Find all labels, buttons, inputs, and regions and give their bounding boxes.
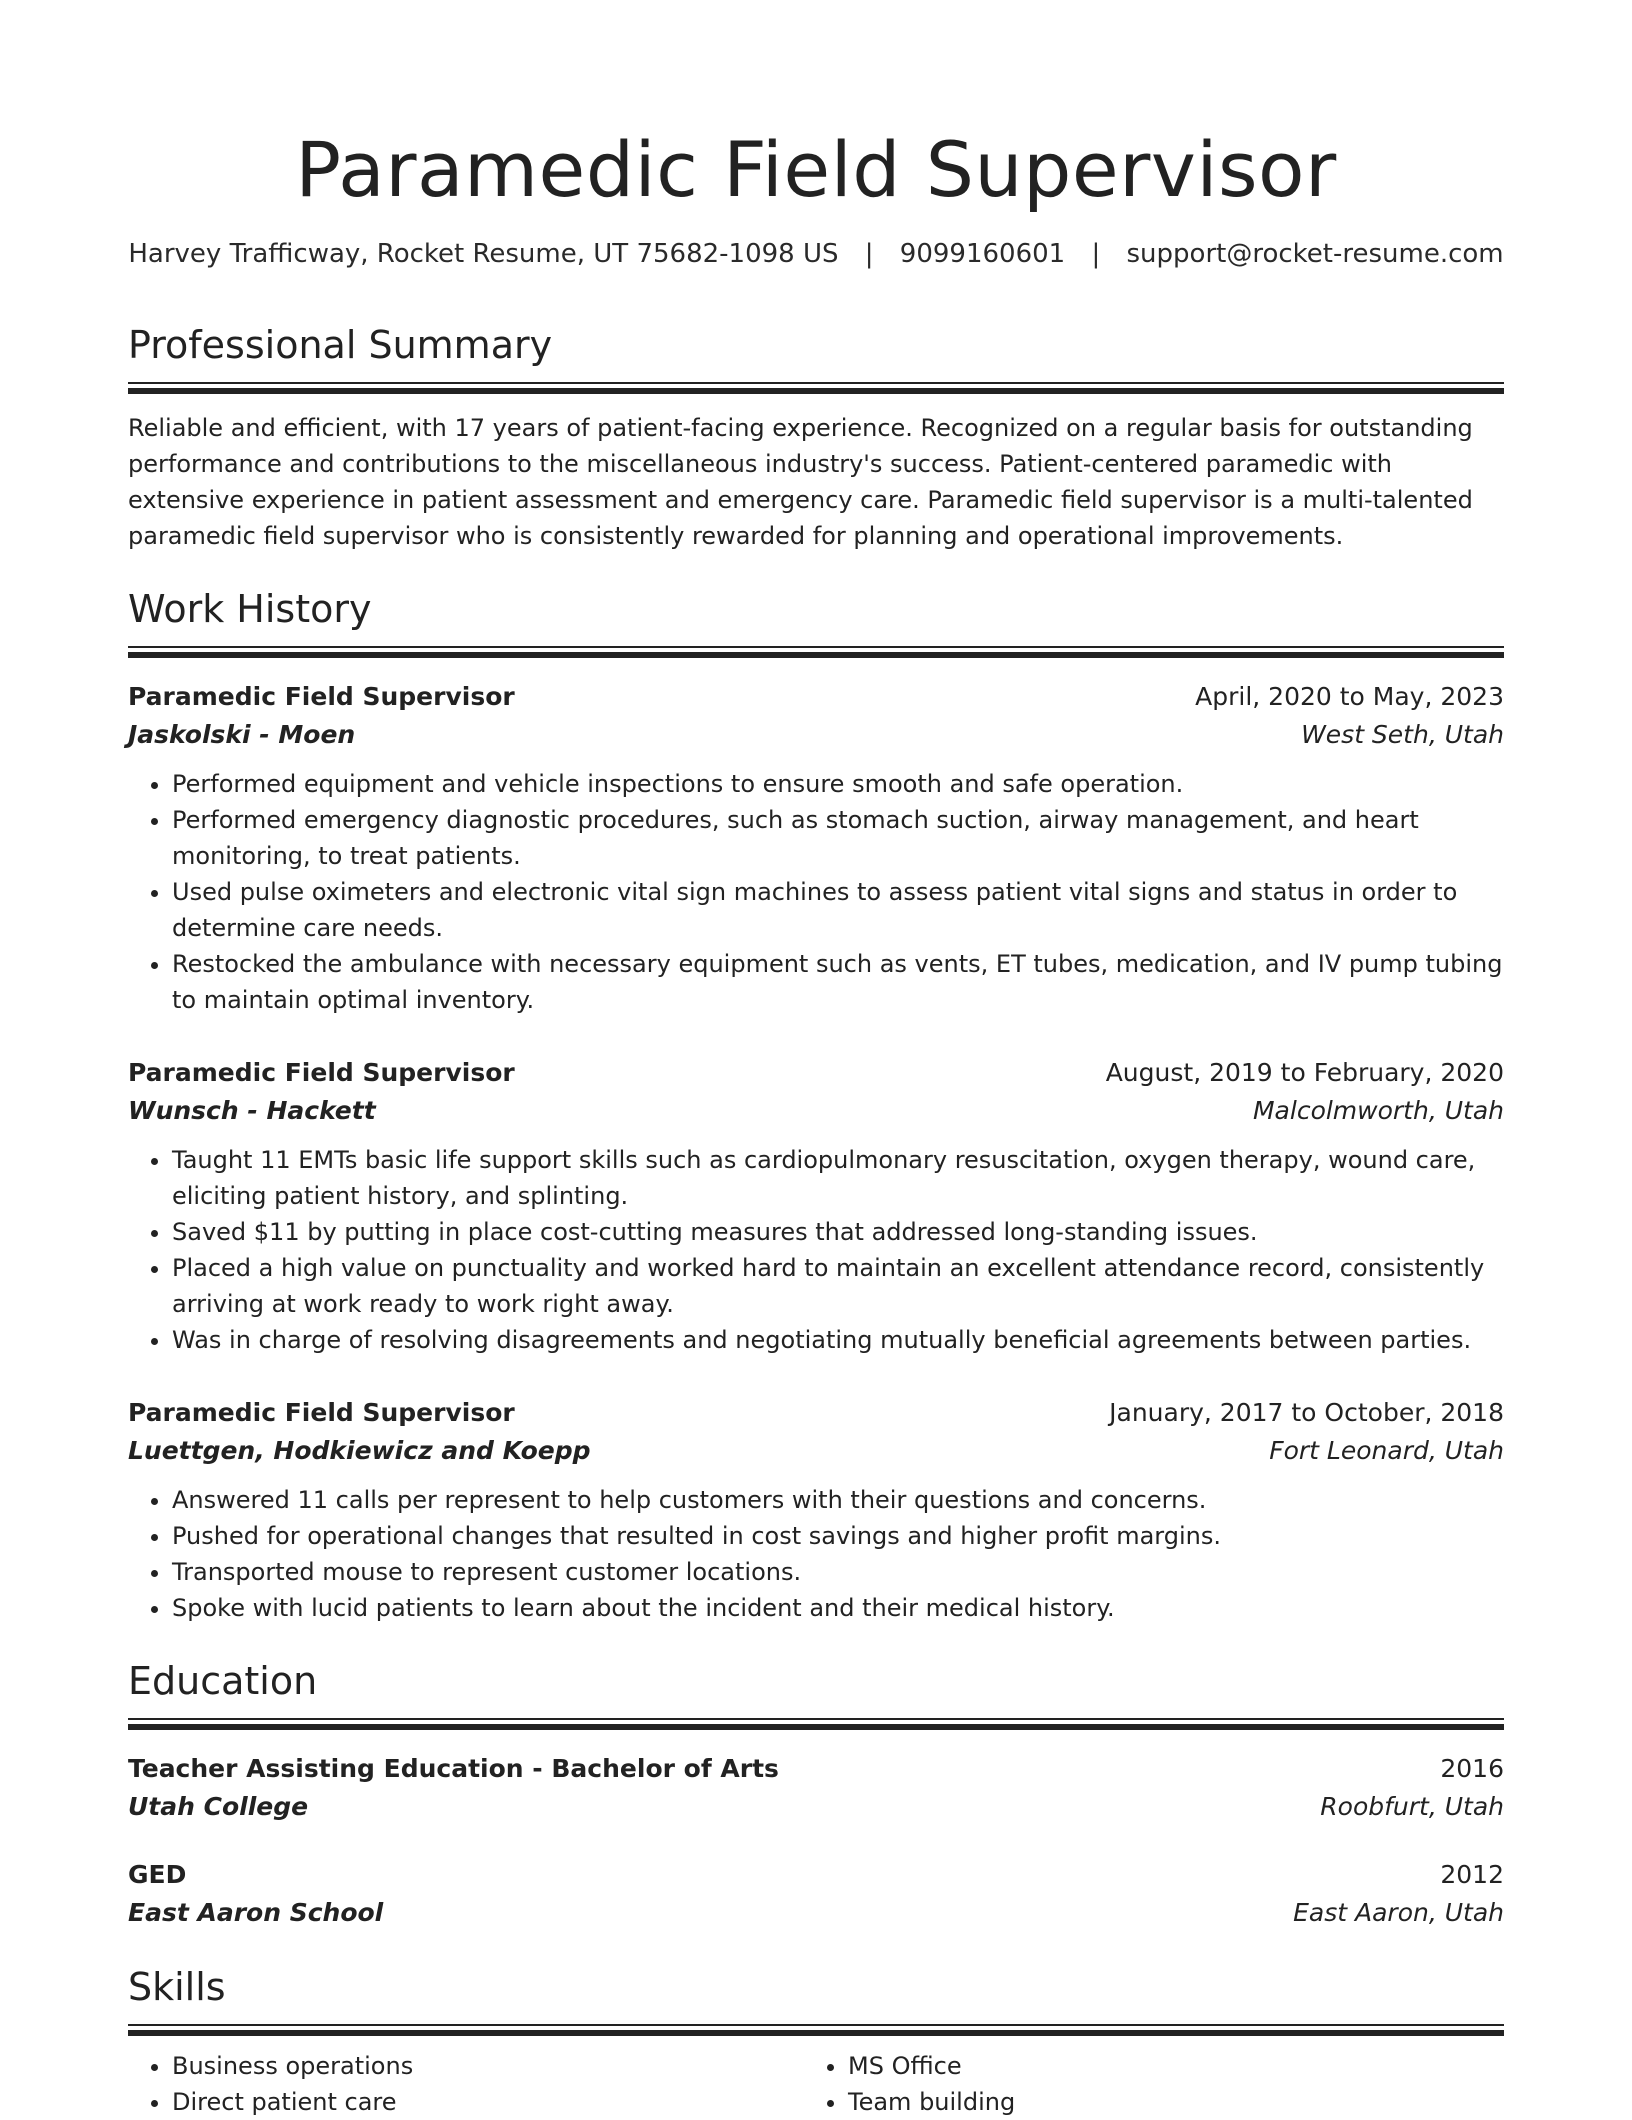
skill-item: • MS Office: [848, 2048, 1480, 2084]
skills-column-right: [804, 2048, 1480, 2120]
job-bullet: • Saved $11 by putting in place cost-cutting measures that addressed long-standing issues.: [172, 1214, 1504, 1250]
job-company: Luettgen, Hodkiewicz and Koepp: [128, 1436, 591, 1465]
job-location: West Seth, Utah: [1301, 720, 1504, 749]
education-location: Roobfurt, Utah: [1320, 1792, 1504, 1821]
section-divider: [128, 382, 1504, 394]
skill-item: • Business operations: [172, 2048, 804, 2084]
education-school: East Aaron School: [128, 1898, 384, 1927]
job-position: Paramedic Field Supervisor: [128, 1058, 515, 1087]
job-dates: August, 2019 to February, 2020: [1105, 1058, 1504, 1087]
job-bullet: • Performed equipment and vehicle inspections to ensure smooth and safe operation.: [172, 766, 1504, 802]
skills-section: [128, 1962, 1504, 2120]
section-title-skills: Skills: [128, 1965, 226, 2009]
job-bullet: • Spoke with lucid patients to learn about the incident and their medical history.: [172, 1590, 1504, 1626]
job-bullets: [128, 1482, 1504, 1626]
education-degree: GED: [128, 1860, 187, 1889]
skills-columns: [128, 2048, 1504, 2120]
section-divider: [128, 646, 1504, 658]
contact-phone: 9099160601: [899, 239, 1066, 269]
resume-page: [128, 0, 1504, 2120]
job-header-row: [128, 678, 1504, 716]
job-dates: April, 2020 to May, 2023: [1195, 682, 1504, 711]
job-location: Malcolmworth, Utah: [1252, 1096, 1504, 1125]
job-bullet: • Performed emergency diagnostic procedures, such as stomach suction, airway management, and heart monitoring, to treat patients.: [172, 802, 1504, 874]
job-bullet: • Restocked the ambulance with necessary equipment such as vents, ET tubes, medication, and IV pump tubing to maintain optimal inventory.: [172, 946, 1504, 1018]
job-bullet: • Taught 11 EMTs basic life support skills such as cardiopulmonary resuscitation, oxygen therapy, wound care, eliciting patient history, and splinting.: [172, 1142, 1504, 1214]
job-position: Paramedic Field Supervisor: [128, 682, 515, 711]
contact-line: [128, 236, 1504, 272]
job-bullets: [128, 766, 1504, 1018]
skill-item: • Direct patient care: [172, 2084, 804, 2120]
job-bullet: • Pushed for operational changes that resulted in cost savings and higher profit margins.: [172, 1518, 1504, 1554]
contact-separator: |: [864, 239, 874, 269]
job-bullet: • Was in charge of resolving disagreements and negotiating mutually beneficial agreements between parties.: [172, 1322, 1504, 1358]
contact-email: support@rocket-resume.com: [1126, 239, 1504, 269]
job-entry: [128, 678, 1504, 1018]
section-title-work-history: Work History: [128, 587, 372, 631]
job-dates: January, 2017 to October, 2018: [1109, 1398, 1504, 1427]
summary-text: Reliable and efficient, with 17 years of patient-facing experience. Recognized on a regular basis for outstanding performance and contributions to the miscellaneous industry's success. Patient-centered paramedic with extensive experience in patient assessment and emergency care. Paramedic field supervisor is a multi-talented paramedic field supervisor who is consistently rewarded for planning and operational improvements.: [128, 414, 1473, 550]
job-bullet: • Answered 11 calls per represent to help customers with their questions and concerns.: [172, 1482, 1504, 1518]
summary-section: [128, 320, 1504, 554]
education-degree-row: [128, 1750, 1504, 1788]
education-year: 2016: [1440, 1754, 1504, 1783]
job-bullets: [128, 1142, 1504, 1358]
education-entry: [128, 1856, 1504, 1932]
section-divider: [128, 2024, 1504, 2036]
job-entry: [128, 1394, 1504, 1626]
job-company-row: [128, 716, 1504, 754]
job-entry: [128, 1054, 1504, 1358]
job-location: Fort Leonard, Utah: [1269, 1436, 1504, 1465]
education-section: [128, 1656, 1504, 1932]
resume-name: Paramedic Field Supervisor: [295, 125, 1337, 214]
education-location: East Aaron, Utah: [1293, 1898, 1504, 1927]
section-divider: [128, 1718, 1504, 1730]
education-degree: Teacher Assisting Education - Bachelor of Arts: [128, 1754, 779, 1783]
job-company-row: [128, 1092, 1504, 1130]
job-company: Jaskolski - Moen: [128, 720, 356, 749]
education-school-row: [128, 1788, 1504, 1826]
skills-column-left: [128, 2048, 804, 2120]
work-history-section: [128, 584, 1504, 1626]
job-company: Wunsch - Hackett: [128, 1096, 376, 1125]
job-position: Paramedic Field Supervisor: [128, 1398, 515, 1427]
education-school: Utah College: [128, 1792, 309, 1821]
skill-item: • Team building: [848, 2084, 1480, 2120]
contact-address: Harvey Trafficway, Rocket Resume, UT 75682-1098 US: [128, 239, 839, 269]
job-company-row: [128, 1432, 1504, 1470]
contact-separator: |: [1091, 239, 1101, 269]
education-school-row: [128, 1894, 1504, 1932]
job-bullet: • Transported mouse to represent customer locations.: [172, 1554, 1504, 1590]
job-header-row: [128, 1054, 1504, 1092]
job-bullet: • Used pulse oximeters and electronic vital sign machines to assess patient vital signs and status in order to determine care needs.: [172, 874, 1504, 946]
education-entry: [128, 1750, 1504, 1826]
section-title-summary: Professional Summary: [128, 323, 553, 367]
section-title-education: Education: [128, 1659, 318, 1703]
job-header-row: [128, 1394, 1504, 1432]
education-degree-row: [128, 1856, 1504, 1894]
education-year: 2012: [1440, 1860, 1504, 1889]
job-bullet: • Placed a high value on punctuality and worked hard to maintain an excellent attendance record, consistently arriving at work ready to work right away.: [172, 1250, 1504, 1322]
